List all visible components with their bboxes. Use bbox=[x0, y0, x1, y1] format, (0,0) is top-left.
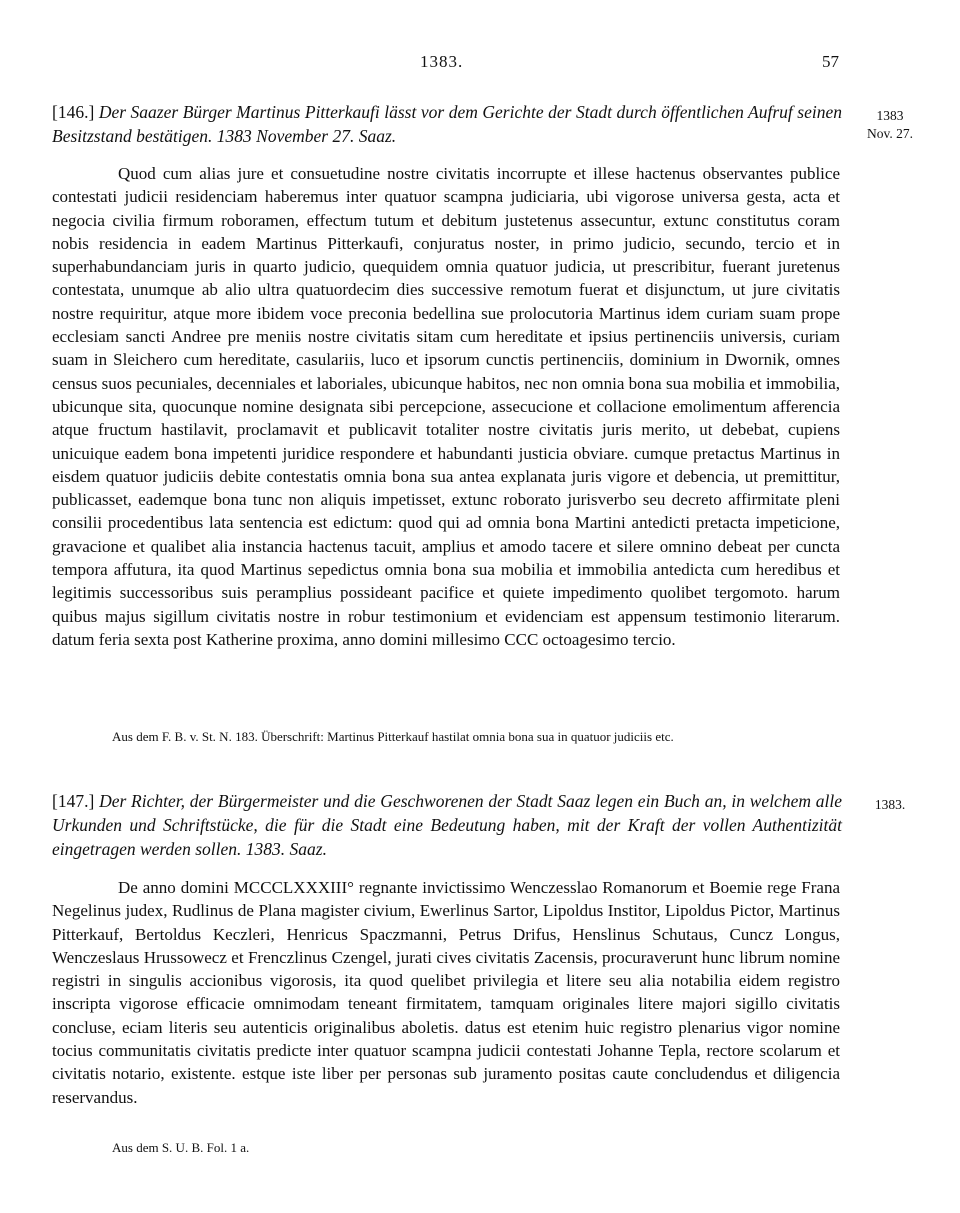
document-146-heading bbox=[52, 100, 842, 148]
document-147-heading bbox=[52, 789, 842, 861]
document-146-margin-day: Nov. 27. bbox=[867, 126, 913, 141]
document-146-body: Quod cum alias jure et consuetudine nostre civitatis incorrupte et illese hactenus observantes publice contestati judicii residenciam haberemus inter quatuor scampna judiciaria, ubi vigorose universa gesta, acta et negocia civilia firmum roboramen, effectum tutum et debitum justetenus assecuntur, extunc constitutus coram nobis residencia in eadem Martinus Pitterkaufi, conjuratus noster, in primo judicio, secundo, tercio et in superhabundanciam juris in quarto judicio, quequidem omnia quatuor judicia, ut prescribitur, fuerant juretenus contestata, unumque ab alio ultra quatuordecim dies successive remotum fuerat et disjunctum, ut jure civitatis nostre requiritur, atque more ibidem voce preconia bedellina sue prolocutoria Martinus idem curiam suam prope ecclesiam sancti Andree pre meniis nostre civitatis sitam cum hereditate et ipsius pertinenciis universis, curiam suam in Sleichero cum hereditate, casulariis, luco et ipsorum cunctis pertinenciis, dominium in Dwornik, omnes census suos pecuniales, decenniales et laboriales, ubicunque habitos, nec non omnia bona sua mobilia et immobilia, ubicunque sita, quocunque nomine designata sibi percepcione, assecucione et collacione emolimentum afferencia atque fructum hastilavit, proclamavit et publicavit totaliter nostre civitatis juris merito, ut debebat, cupiens unicuique eadem bona impetenti juridice respondere et habundanti justicia obviare. cumque pretactus Martinus in eisdem quatuor judiciis debite contestatis omnia bona sua antea explanata juris vigore et debencia, ut premittitur, publicasset, eademque bona tunc non aliquis impetisset, extunc roborato jurisverbo seu decreto affirmitate pleni consilii procedentibus lata sentencia est edictum: quod qui ad omnia bona Martini antedicti pretacta impeticione, gravacione et qualibet alia instancia hactenus tacuit, amplius et amodo tacere et silere omnino debeat per cuncta tempora affutura, ita quod Martinus sepedictus omnia bona sua mobilia et immobilia antedicta cum heredibus et legitimis successoribus suis peramplius possideant pacifice et quiete impedimento quolibet tergomoto. harum quibus majus sigillum civitatis nostre in robur testimonium et evidenciam est appensum testimonio literarum. datum feria sexta post Katherine proxima, anno domini millesimo CCC octoagesimo tercio. bbox=[52, 164, 840, 649]
document-146-title: Der Saazer Bürger Martinus Pitterkaufi lässt vor dem Gerichte der Stadt durch öffentlichen Aufruf seinen Besitzstand bestätigen. 1383 November 27. Saaz. bbox=[52, 102, 842, 146]
document-147-source-note: Aus dem S. U. B. Fol. 1 a. bbox=[112, 1140, 250, 1155]
document-147-title: Der Richter, der Bürgermeister und die Geschworenen der Stadt Saaz legen ein Buch an, in welchem alle Urkunden und Schriftstücke, die für die Stadt eine Bedeutung haben, mit der Kraft der vollen Authentizität eingetragen werden sollen. 1383. Saaz. bbox=[52, 791, 842, 859]
document-147-number: [147.] bbox=[52, 791, 95, 811]
document-147-body: De anno domini MCCCLXXXIII° regnante invictissimo Wenczesslao Romanorum et Boemie rege Frana Negelinus judex, Rudlinus de Plana magister civium, Ewerlinus Sartor, Lipoldus Institor, Lipoldus Pictor, Martinus Pitterkauf, Bertoldus Keczleri, Henricus Spaczmanni, Petrus Drifus, Henslinus Schutaus, Cuncz Longus, Wenczeslaus Hrussowecz et Frenczlinus Czengel, jurati cives civitatis Zacensis, procuraverunt hunc librum nomine registri in singulis accionibus vigorosis, ita quod quelibet privilegia et litere seu alia notabilia eidem registro inscripta vigorose efficacie omnimodam teneant firmitatem, tamquam originales litere majori sigillo civitatis concluse, eciam literis seu autenticis originalibus aboletis. datus est etenim huic registro plenarius vigor nomine tocius communitatis civitatis predicte inter quatuor scampna judicii contestati Johanne Tepla, rectore scolarum et civitatis notario, existente. estque iste liber per personas sub juramento positas caute concludendus et diligencia reservandus. bbox=[52, 878, 840, 1107]
document-147-margin-year: 1383. bbox=[874, 797, 906, 812]
page-number: 57 bbox=[822, 52, 839, 71]
document-146-number: [146.] bbox=[52, 102, 95, 122]
document-146-margin-year: 1383 bbox=[876, 108, 904, 123]
document-146-margin-date bbox=[860, 104, 920, 146]
page-year: 1383. bbox=[420, 52, 464, 71]
document-146-source-note: Aus dem F. B. v. St. N. 183. Überschrift: Martinus Pitterkauf hastilat omnia bona sua in quatuor judiciis etc. bbox=[112, 729, 674, 744]
